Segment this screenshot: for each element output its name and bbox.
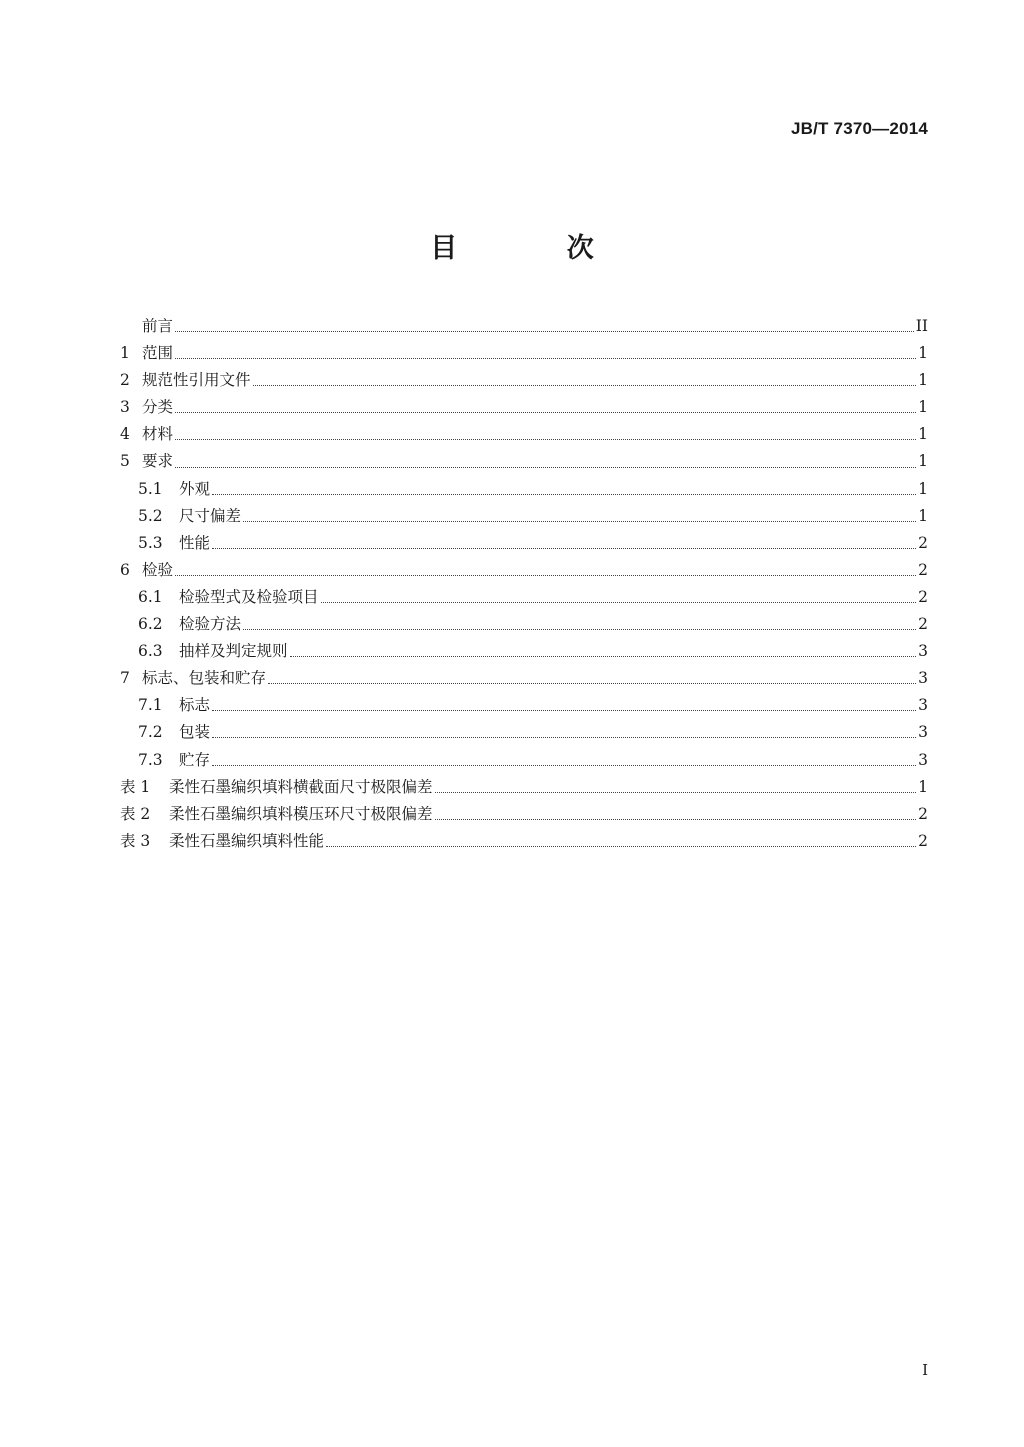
toc-entry-number: 2 (120, 371, 130, 390)
toc-entry-title: 材料 (142, 425, 174, 444)
toc-entry-page: 1 (918, 398, 928, 417)
page-number: I (922, 1361, 928, 1379)
toc-entry-number: 7.1 (138, 696, 163, 715)
dot-leader (175, 467, 916, 468)
toc-entry-number: 表 1 (120, 777, 151, 796)
toc-entry-page: 2 (918, 533, 928, 552)
toc-entry-title: 尺寸偏差 (179, 506, 242, 525)
toc-entry-number: 7 (120, 669, 130, 688)
dot-leader (435, 819, 916, 820)
toc-entry-title: 检验型式及检验项目 (179, 587, 319, 606)
toc-entry[interactable] (120, 611, 928, 638)
toc-entry-page: 3 (918, 696, 928, 715)
toc-entry-title: 柔性石墨编织填料横截面尺寸极限偏差 (169, 777, 433, 796)
dot-leader (435, 792, 916, 793)
toc-entry-page: 1 (918, 777, 928, 796)
toc-entry-title: 抽样及判定规则 (179, 642, 288, 661)
toc-entry-number: 7.2 (138, 723, 163, 742)
toc-entry-title: 柔性石墨编织填料性能 (169, 831, 325, 850)
toc-entry-page: 3 (918, 723, 928, 742)
toc-entry[interactable] (120, 476, 928, 503)
toc-entry-page: 2 (918, 831, 928, 850)
toc-entry-title: 外观 (179, 479, 211, 498)
toc-entry-title: 分类 (142, 398, 174, 417)
toc-entry-page: 1 (918, 344, 928, 363)
toc-entry-number: 5.3 (138, 533, 163, 552)
toc-entry-page: 1 (918, 425, 928, 444)
toc-entry-number: 7.3 (138, 750, 163, 769)
toc-entry-number: 3 (120, 398, 130, 417)
toc-entry-title: 前言 (142, 317, 174, 335)
toc-entry-number: 5.1 (138, 479, 163, 498)
toc-entry[interactable] (120, 747, 928, 774)
dot-leader (175, 358, 916, 359)
toc-entry-number: 1 (120, 344, 130, 363)
toc-entry-title: 性能 (179, 533, 211, 552)
dot-leader (243, 521, 916, 522)
toc-entry[interactable] (120, 774, 928, 801)
toc-entry-title: 规范性引用文件 (142, 371, 251, 390)
toc-entry[interactable] (120, 584, 928, 611)
dot-leader (175, 331, 914, 332)
dot-leader (212, 548, 916, 549)
dot-leader (253, 385, 916, 386)
toc-entry-page: II (915, 317, 928, 335)
toc-entry-page: 2 (918, 560, 928, 579)
toc-entry-title: 标志 (179, 696, 211, 715)
toc-entry-number: 4 (120, 425, 130, 444)
toc-entry-number: 表 3 (120, 831, 151, 850)
dot-leader (268, 683, 916, 684)
toc-entry[interactable] (120, 665, 928, 692)
toc-entry-page: 1 (918, 371, 928, 390)
dot-leader (243, 629, 916, 630)
toc-entry-title: 检验方法 (179, 615, 242, 634)
toc-entry[interactable] (120, 828, 928, 855)
toc-entry[interactable] (120, 557, 928, 584)
toc-entry-title: 包装 (179, 723, 211, 742)
dot-leader (212, 765, 916, 766)
toc-entry-page: 3 (918, 750, 928, 769)
toc-entry-page: 2 (918, 587, 928, 606)
toc-entry-title: 要求 (142, 452, 174, 471)
toc-entry-title: 标志、包装和贮存 (142, 669, 267, 688)
toc-entry-page: 3 (918, 669, 928, 688)
toc-entry[interactable] (120, 421, 928, 448)
toc-entry-number: 6.2 (138, 615, 163, 634)
dot-leader (175, 575, 916, 576)
page-title: 目 次 (430, 233, 644, 264)
table-of-contents (120, 313, 928, 855)
dot-leader (321, 602, 916, 603)
toc-entry-page: 2 (918, 615, 928, 634)
dot-leader (175, 412, 916, 413)
toc-entry-number: 5 (120, 452, 130, 471)
toc-entry[interactable] (120, 719, 928, 746)
toc-entry-title: 检验 (142, 560, 174, 579)
standard-number: JB/T 7370—2014 (791, 119, 928, 138)
toc-entry[interactable] (120, 638, 928, 665)
toc-entry-page: 1 (918, 479, 928, 498)
toc-entry-page: 1 (918, 452, 928, 471)
toc-entry-title: 柔性石墨编织填料模压环尺寸极限偏差 (169, 804, 433, 823)
dot-leader (326, 846, 916, 847)
toc-entry-title: 范围 (142, 344, 174, 363)
toc-entry[interactable] (120, 313, 928, 340)
dot-leader (212, 710, 916, 711)
dot-leader (175, 439, 916, 440)
toc-entry-number: 表 2 (120, 804, 151, 823)
toc-entry-number: 6 (120, 560, 130, 579)
toc-entry-number: 5.2 (138, 506, 163, 525)
toc-entry-number: 6.1 (138, 587, 163, 606)
toc-entry-page: 3 (918, 642, 928, 661)
dot-leader (290, 656, 916, 657)
toc-entry-page: 1 (918, 506, 928, 525)
dot-leader (212, 494, 916, 495)
toc-entry[interactable] (120, 801, 928, 828)
toc-entry[interactable] (120, 367, 928, 394)
dot-leader (212, 737, 916, 738)
toc-entry[interactable] (120, 503, 928, 530)
toc-entry-number: 6.3 (138, 642, 163, 661)
toc-entry-page: 2 (918, 804, 928, 823)
toc-entry-title: 贮存 (179, 750, 211, 769)
toc-entry[interactable] (120, 448, 928, 475)
toc-entry[interactable] (120, 340, 928, 367)
toc-entry[interactable] (120, 692, 928, 719)
toc-entry[interactable] (120, 394, 928, 421)
toc-entry[interactable] (120, 530, 928, 557)
